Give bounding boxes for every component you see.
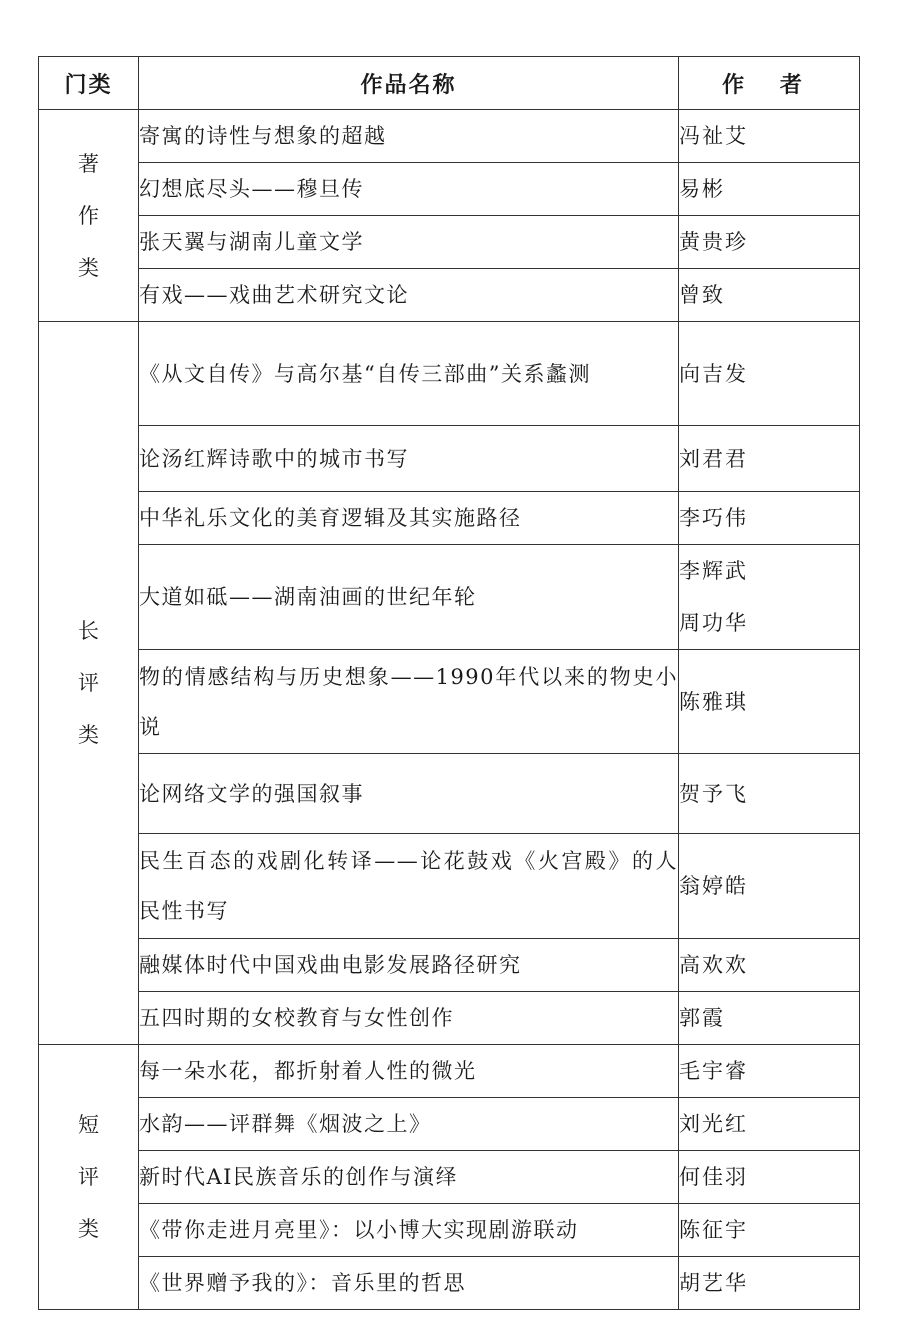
author-name: 易彬 <box>679 177 725 201</box>
author-cell <box>679 992 860 1045</box>
author-cell <box>679 545 860 650</box>
author-name: 何佳羽 <box>679 1165 748 1189</box>
category-cell <box>39 322 139 1045</box>
author-name: 曾致 <box>679 283 725 307</box>
work-title: 融媒体时代中国戏曲电影发展路径研究 <box>139 939 679 992</box>
table-row <box>39 545 860 650</box>
author-name: 李辉武 <box>679 559 748 583</box>
category-cell <box>39 110 139 322</box>
work-title: 幻想底尽头——穆旦传 <box>139 163 679 216</box>
table-row <box>39 1045 860 1098</box>
author-cell <box>679 322 860 426</box>
author-cell <box>679 269 860 322</box>
author-cell <box>679 216 860 269</box>
table-row <box>39 216 860 269</box>
category-label: 长评类 <box>78 619 99 747</box>
work-title: 论网络文学的强国叙事 <box>139 754 679 834</box>
author-name: 黄贵珍 <box>679 230 748 254</box>
author-name: 郭霞 <box>679 1006 725 1030</box>
work-title: 大道如砥——湖南油画的世纪年轮 <box>139 545 679 650</box>
author-cell <box>679 1204 860 1257</box>
author-cell <box>679 1045 860 1098</box>
table-row <box>39 163 860 216</box>
author-name: 冯祉艾 <box>679 124 748 148</box>
author-cell <box>679 1151 860 1204</box>
header-author: 作 者 <box>679 57 860 110</box>
category-cell <box>39 1045 139 1310</box>
table-row <box>39 650 860 754</box>
author-name: 刘君君 <box>679 446 748 471</box>
author-name: 胡艺华 <box>679 1271 748 1295</box>
author-name: 贺予飞 <box>679 781 748 806</box>
table-row <box>39 322 860 426</box>
author-cell <box>679 834 860 939</box>
author-cell <box>679 163 860 216</box>
table-row <box>39 492 860 545</box>
author-name: 周功华 <box>679 611 748 635</box>
author-cell <box>679 1098 860 1151</box>
author-name: 陈征宇 <box>679 1218 748 1242</box>
table-row <box>39 1257 860 1310</box>
work-title: 寄寓的诗性与想象的超越 <box>139 110 679 163</box>
awards-table <box>38 56 860 1310</box>
table-row <box>39 834 860 939</box>
category-label: 短评类 <box>78 1113 99 1241</box>
work-title: 五四时期的女校教育与女性创作 <box>139 992 679 1045</box>
work-title: 《从文自传》与高尔基“自传三部曲”关系蠡测 <box>139 322 679 426</box>
author-cell <box>679 939 860 992</box>
author-name: 毛宇睿 <box>679 1059 748 1083</box>
table-row <box>39 269 860 322</box>
header-title: 作品名称 <box>139 57 679 110</box>
work-title: 论汤红辉诗歌中的城市书写 <box>139 426 679 492</box>
table-row <box>39 1098 860 1151</box>
work-title: 《世界赠予我的》：音乐里的哲思 <box>139 1257 679 1310</box>
author-name: 刘光红 <box>679 1112 748 1136</box>
work-title: 每一朵水花，都折射着人性的微光 <box>139 1045 679 1098</box>
author-cell <box>679 110 860 163</box>
author-cell <box>679 1257 860 1310</box>
table-row <box>39 754 860 834</box>
work-title: 有戏——戏曲艺术研究文论 <box>139 269 679 322</box>
author-name: 李巧伟 <box>679 506 748 530</box>
category-label: 著作类 <box>78 151 99 280</box>
table-row <box>39 110 860 163</box>
table-row <box>39 1151 860 1204</box>
table-row <box>39 1204 860 1257</box>
author-name: 陈雅琪 <box>679 689 748 714</box>
table-row <box>39 992 860 1045</box>
header-category: 门类 <box>39 57 139 110</box>
work-title: 水韵——评群舞《烟波之上》 <box>139 1098 679 1151</box>
author-name: 高欢欢 <box>679 953 748 977</box>
author-cell <box>679 492 860 545</box>
work-title: 新时代AI民族音乐的创作与演绎 <box>139 1151 679 1204</box>
header-row <box>39 57 860 110</box>
table-body <box>39 110 860 1310</box>
author-cell <box>679 650 860 754</box>
work-title: 中华礼乐文化的美育逻辑及其实施路径 <box>139 492 679 545</box>
work-title: 《带你走进月亮里》：以小博大实现剧游联动 <box>139 1204 679 1257</box>
author-cell <box>679 754 860 834</box>
work-title: 民生百态的戏剧化转译——论花鼓戏《火宫殿》的人民性书写 <box>139 834 679 939</box>
table-row <box>39 939 860 992</box>
author-cell <box>679 426 860 492</box>
table-row <box>39 426 860 492</box>
work-title: 物的情感结构与历史想象——1990年代以来的物史小说 <box>139 650 679 754</box>
work-title: 张天翼与湖南儿童文学 <box>139 216 679 269</box>
author-name: 翁婷皓 <box>679 874 748 898</box>
author-name: 向吉发 <box>679 361 748 386</box>
